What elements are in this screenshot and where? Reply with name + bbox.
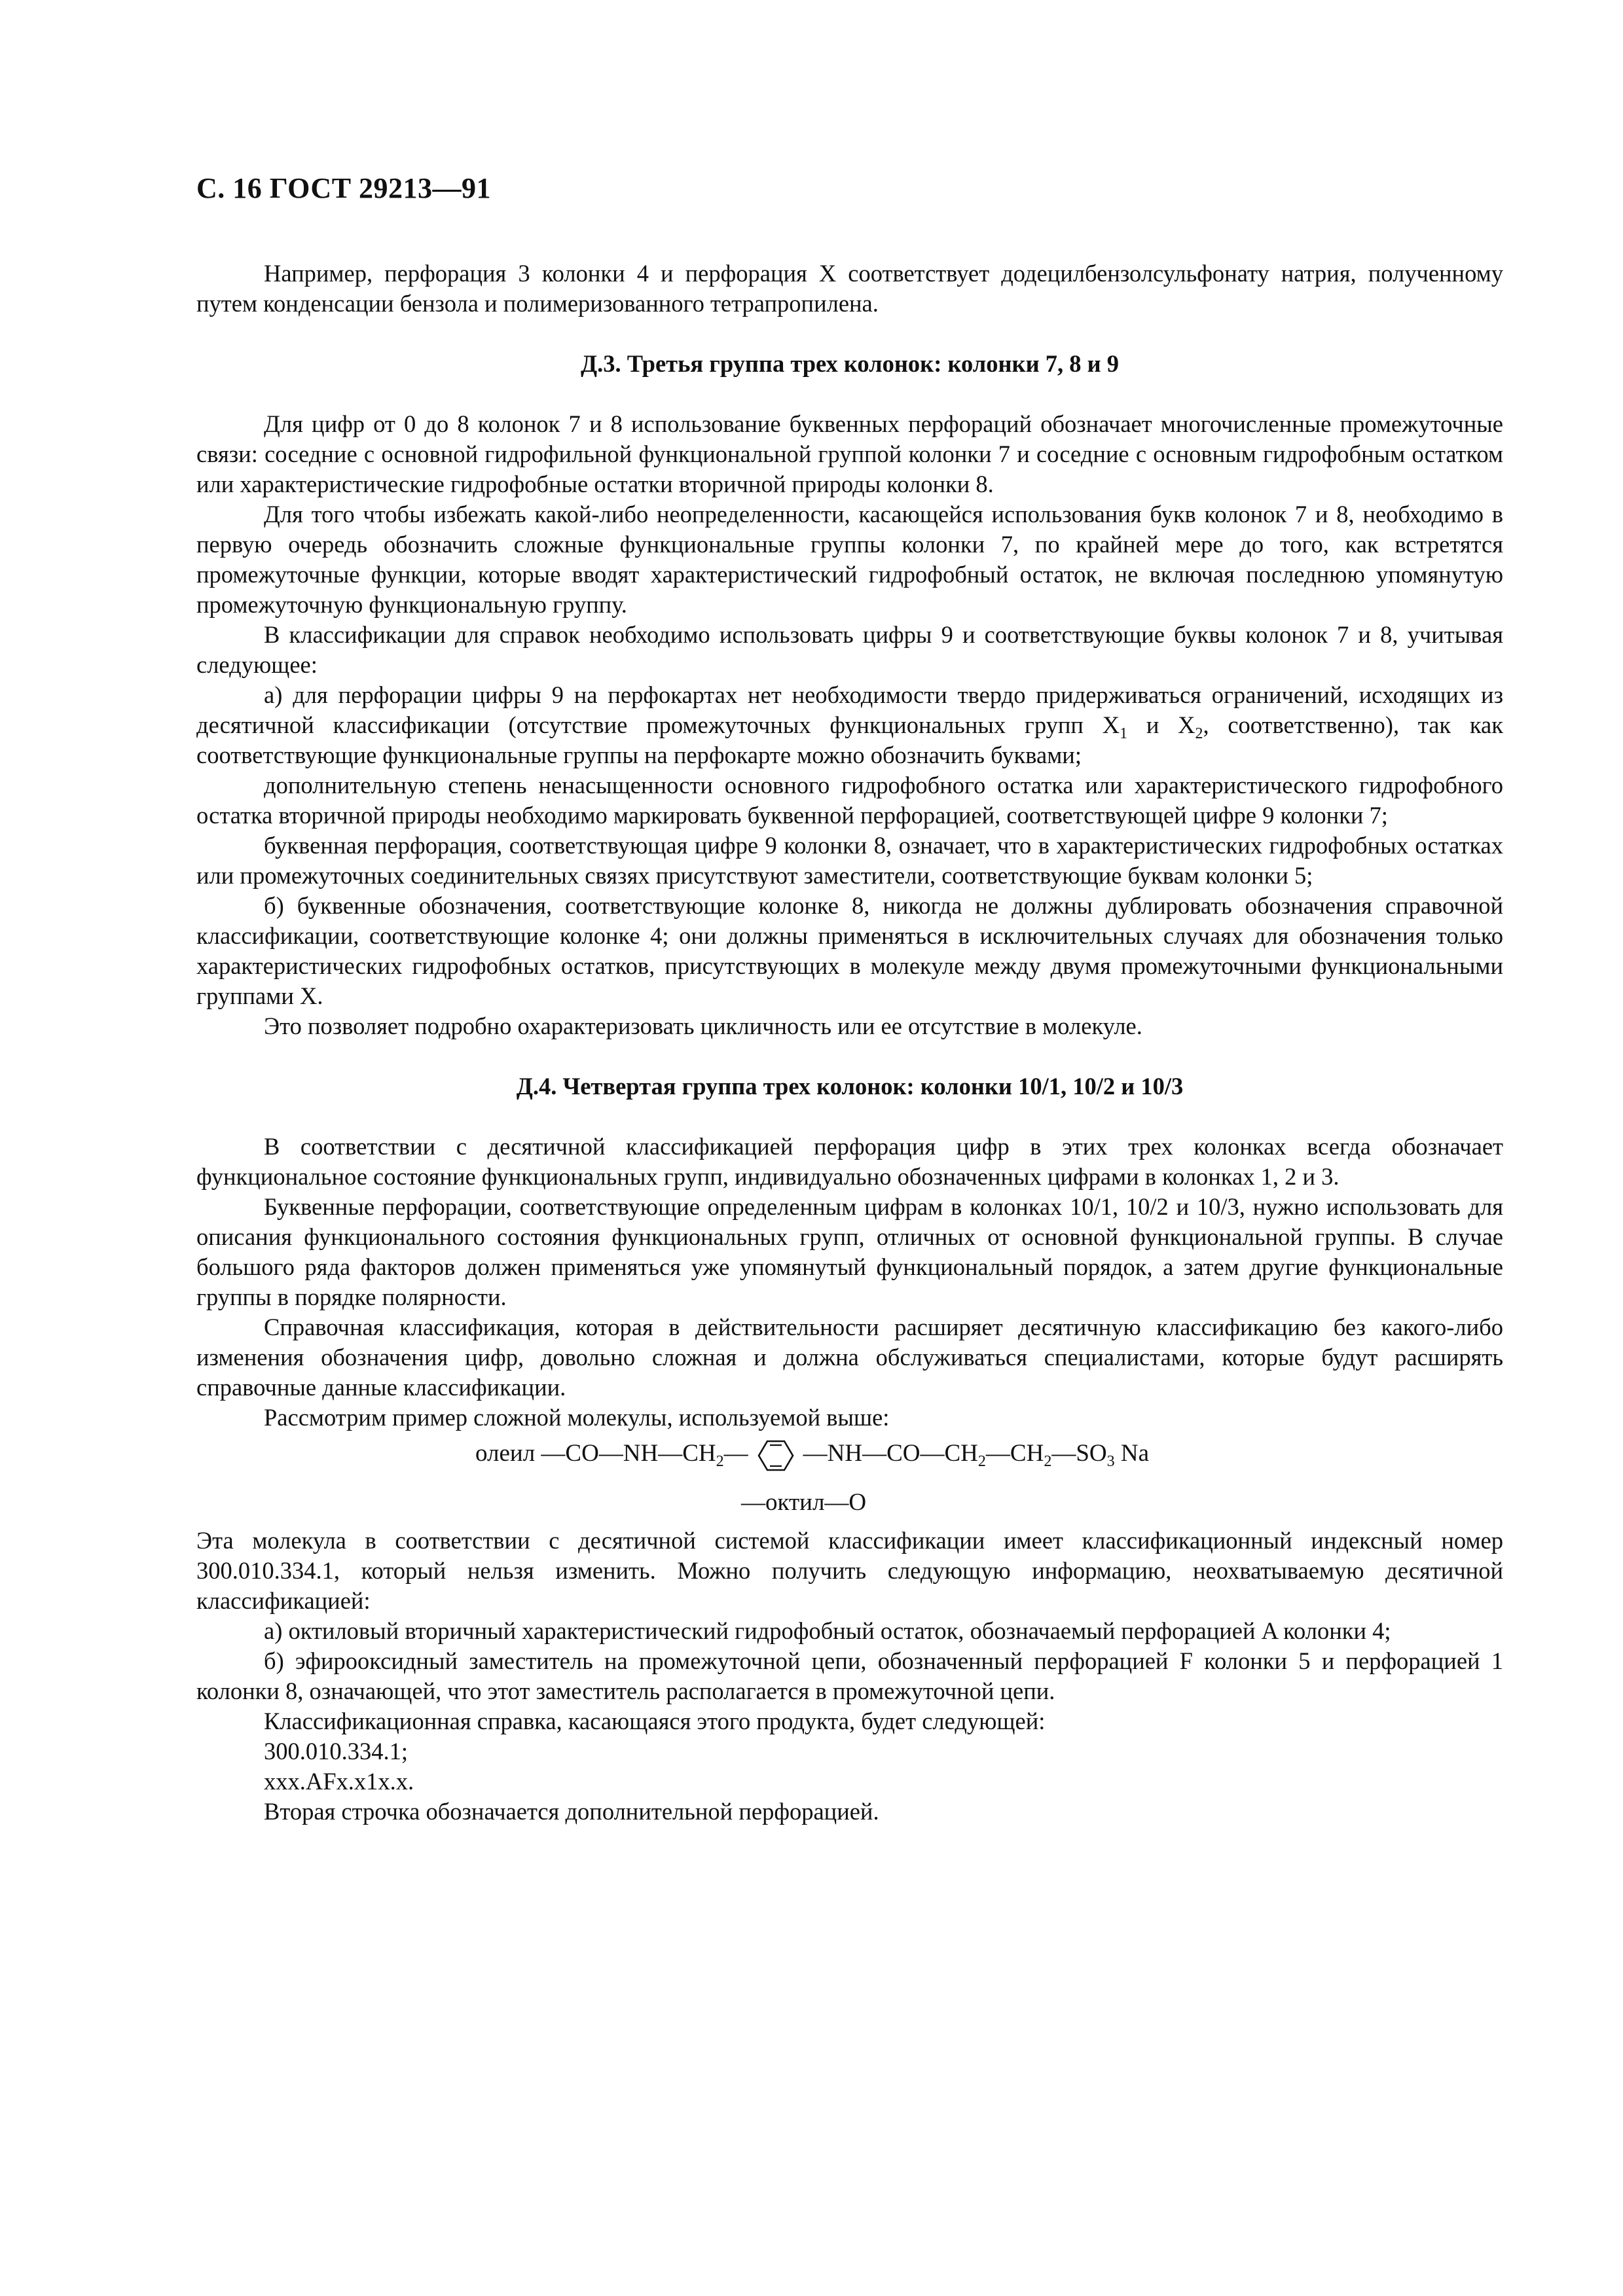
d4-paragraph-5: Эта молекула в соответствии с десятичной системой классификации имеет классификационный индексный номер 300.010.334.1, который нельзя изменить. Можно получить следующую информацию, неохватываемую десятичной классификацией: <box>196 1527 1503 1614</box>
d3-p4-subscript-2: 2 <box>1195 725 1203 742</box>
d3-p4-text-1: а) для перфорации цифры 9 на перфокартах нет необходимости твердо придерживаться ограничений, исходящих из десятичной классификации (отсутствие промежуточных функциональных групп X <box>196 681 1503 738</box>
d4-paragraph-1: В соответствии с десятичной классификацией перфорация цифр в этих трех колонках всегда обозначает функциональное состояние функциональных групп, индивидуально обозначенных цифрами в колонках 1, 2 и 3. <box>196 1133 1503 1190</box>
d3-paragraph-3: В классификации для справок необходимо использовать цифры 9 и соответствующие буквы колонок 7 и 8, учитывая следующее: <box>196 621 1503 678</box>
document-page <box>196 171 1503 1827</box>
d4-paragraph-9: Вторая строчка обозначается дополнительной перфорацией. <box>264 1798 879 1825</box>
formula-right-1: —NH—CO—CH <box>803 1440 978 1467</box>
d3-paragraph-4 <box>196 680 1503 770</box>
d4-paragraph-2: Буквенные перфорации, соответствующие определенным цифрам в колонках 10/1, 10/2 и 10/3, нужно использовать для описания функционального состояния функциональных групп, отличных от основной функциональной группы. В случае большого ряда факторов должен применяться уже упомянутый функциональный порядок, а затем другие функциональные группы в порядке полярности. <box>196 1193 1503 1310</box>
formula-sub-b: 2 <box>977 1453 986 1470</box>
formula-sub-a: 2 <box>716 1453 724 1470</box>
formula-sub-c: 2 <box>1044 1453 1052 1470</box>
d3-p4-text-mid: и X <box>1127 711 1195 738</box>
d3-paragraph-2: Для того чтобы избежать какой-либо неопределенности, касающейся использования букв колонок 7 и 8, необходимо в первую очередь обозначить сложные функциональные группы колонки 7, по крайней мере до того, как встретятся промежуточные функции, которые вводят характеристический гидрофобный остаток, не включая последнюю упомянутую промежуточную функциональную группу. <box>196 501 1503 618</box>
d4-paragraph-8: Классификационная справка, касающаяся этого продукта, будет следующей: <box>264 1708 1046 1734</box>
d3-paragraph-6: буквенная перфорация, соответствующая цифре 9 колонки 8, означает, что в характеристических гидрофобных остатках или промежуточных соединительных связях присутствуют заместители, соответствующие буквам колонки 5; <box>196 832 1503 889</box>
chemical-formula <box>196 1435 1503 1522</box>
formula-line-1 <box>475 1435 1149 1473</box>
d3-paragraph-5: дополнительную степень ненасыщенности основного гидрофобного остатка или характеристического гидрофобного остатка вторичной природы необходимо маркировать буквенной перфорацией, соответствующей цифре 9 колонки 7; <box>196 772 1503 829</box>
classification-code-1: 300.010.334.1; <box>264 1738 409 1765</box>
d3-paragraph-8: Это позволяет подробно охарактеризовать цикличность или ее отсутствие в молекуле. <box>264 1013 1142 1039</box>
formula-left: олеил —CO—NH—CH <box>475 1440 716 1467</box>
d4-paragraph-6: а) октиловый вторичный характеристический гидрофобный остаток, обозначаемый перфорацией A колонки 4; <box>264 1617 1391 1644</box>
page-header: С. 16 ГОСТ 29213—91 <box>196 172 492 204</box>
section-d3-title: Д.3. Третья группа трех колонок: колонки 7, 8 и 9 <box>580 350 1120 377</box>
formula-right-3: —SO <box>1051 1440 1107 1467</box>
classification-code-2: xxx.AFx.x1x.x. <box>264 1768 414 1795</box>
d3-paragraph-1: Для цифр от 0 до 8 колонок 7 и 8 использование буквенных перфораций обозначает многочисленные промежуточные связи: соседние с основной гидрофильной функциональной группой колонки 7 и соседние с основным гидрофобным остатком или характеристические гидрофобные остатки вторичной природы колонки 8. <box>196 410 1503 497</box>
formula-right-4: Na <box>1114 1440 1150 1467</box>
d3-p4-text-2: , соответственно), так как соответствующие функциональные группы на перфокарте можно обозначить буквами; <box>196 711 1503 768</box>
section-d4-title: Д.4. Четвертая группа трех колонок: колонки 10/1, 10/2 и 10/3 <box>516 1073 1184 1100</box>
d4-paragraph-3: Справочная классификация, которая в действительности расширяет десятичную классификацию без какого-либо изменения обозначения цифр, довольно сложная и должна обслуживаться специалистами, которые будут расширять справочные данные классификации. <box>196 1314 1503 1401</box>
d3-p4-subscript-1: 1 <box>1120 725 1128 742</box>
d3-paragraph-7: б) буквенные обозначения, соответствующие колонке 8, никогда не должны дублировать обозначения справочной классификации, соответствующие колонке 4; они должны применяться в исключительных случаях для обозначения только характеристических гидрофобных остатков, присутствующих в молекуле между двумя промежуточными функциональными группами X. <box>196 892 1503 1009</box>
formula-line-2: —октил—O <box>741 1489 867 1516</box>
d4-paragraph-7: б) эфирооксидный заместитель на промежуточной цепи, обозначенный перфорацией F колонки 5 и перфорацией 1 колонки 8, означающей, что этот заместитель располагается в промежуточной цепи. <box>196 1647 1503 1704</box>
benzene-ring-icon <box>750 1439 802 1473</box>
intro-paragraph: Например, перфорация 3 колонки 4 и перфорация X соответствует додецилбензолсульфонату натрия, полученному путем конденсации бензола и полимеризованного тетрапропилена. <box>196 260 1503 317</box>
formula-right-2: —CH <box>985 1440 1044 1467</box>
formula-dash: — <box>723 1440 748 1467</box>
d4-paragraph-4: Рассмотрим пример сложной молекулы, используемой выше: <box>264 1404 890 1431</box>
formula-sub-d: 3 <box>1106 1453 1115 1470</box>
